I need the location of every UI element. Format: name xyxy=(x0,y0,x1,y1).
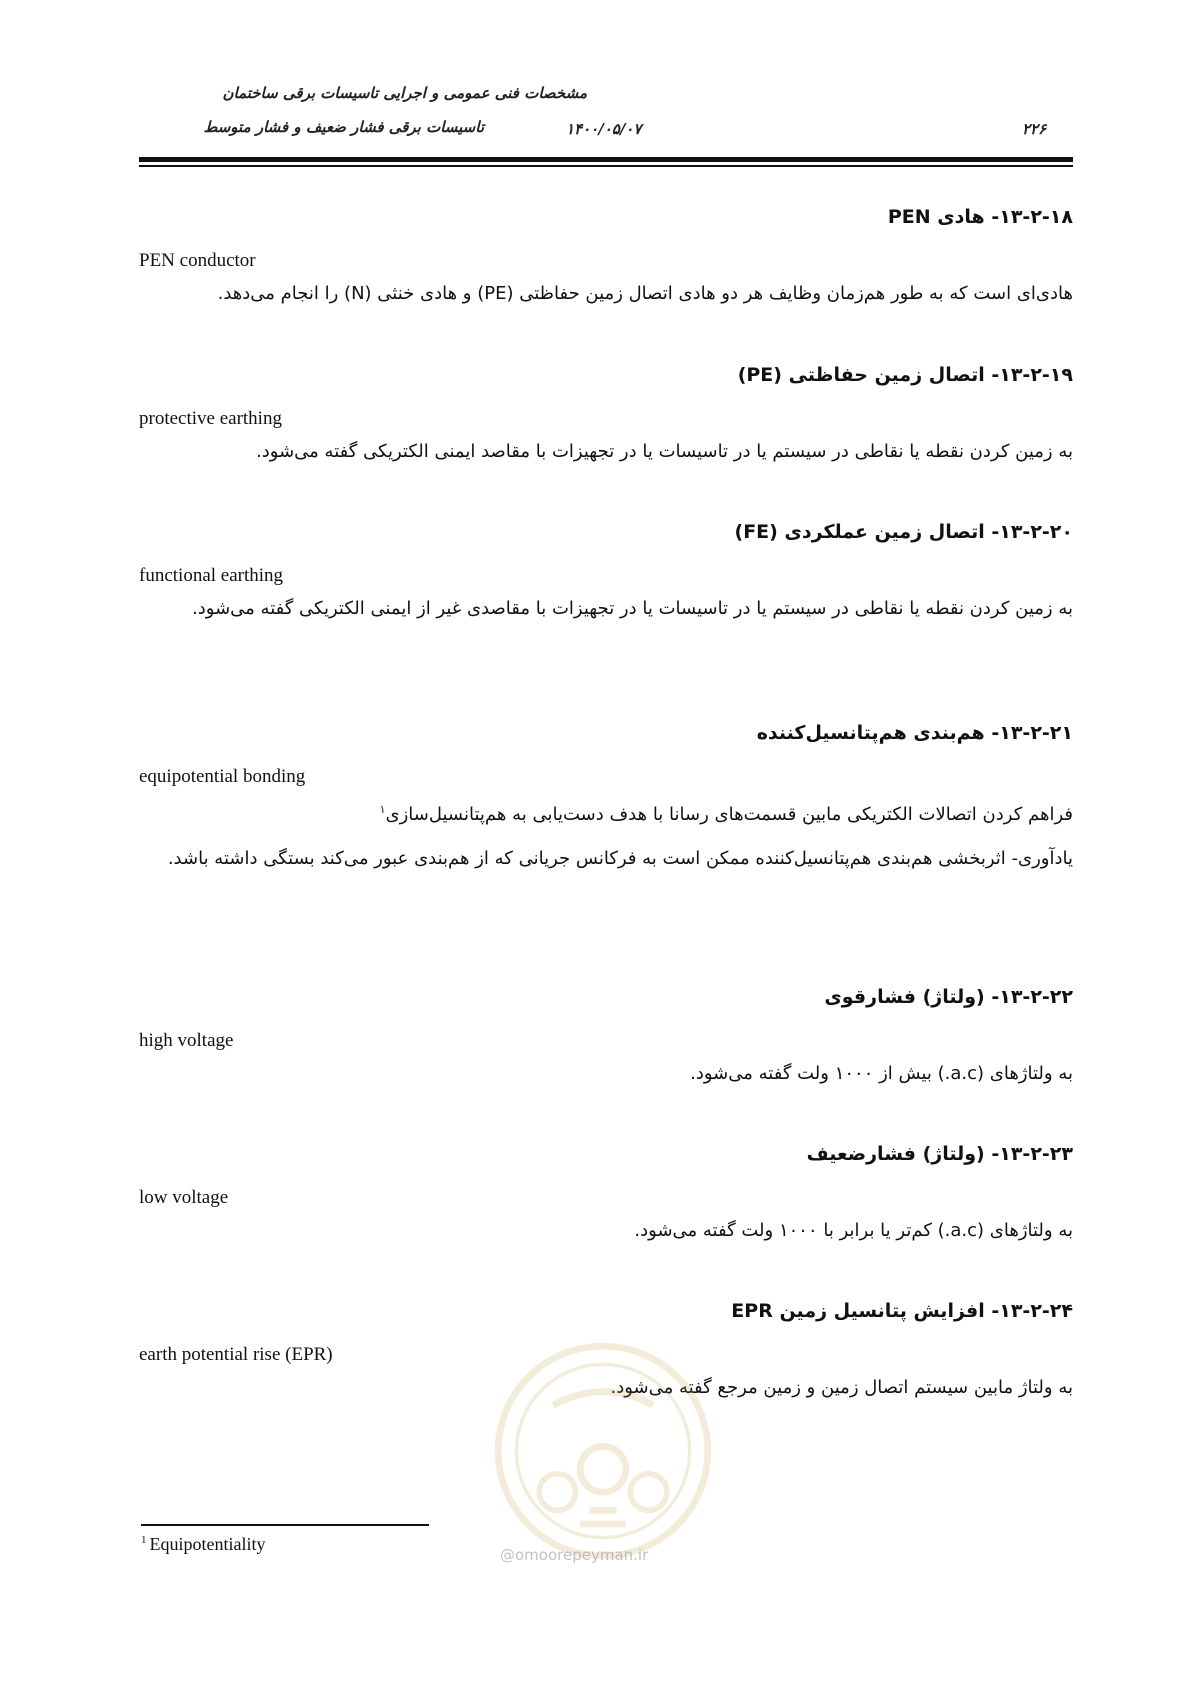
section-english-term: functional earthing xyxy=(139,565,284,586)
section-english-term: PEN conductor xyxy=(139,250,256,271)
section-english-term: high voltage xyxy=(139,1030,234,1051)
header-title: مشخصات فنی عمومی و اجرایی تاسیسات برقی ساختمان xyxy=(222,84,587,102)
footnote-text: Equipotentiality xyxy=(149,1534,266,1554)
section-heading: ۱۳-۲-۲۴- افزایش پتانسیل زمین EPR xyxy=(731,1300,1073,1322)
section-heading: ۱۳-۲-۱۹- اتصال زمین حفاظتی (PE) xyxy=(737,364,1073,386)
section-heading: ۱۳-۲-۱۸- هادی PEN xyxy=(887,206,1073,228)
footnote xyxy=(141,1534,265,1555)
section-low-voltage xyxy=(139,1143,1073,1253)
page-number: ۲۲۶ xyxy=(1022,120,1047,138)
section-paragraph: به زمین کردن نقطه یا نقاطی در سیستم یا در تاسیسات یا در تجهیزات با مقاصدی غیر از ایمنی الکتریکی گفته می‌شود. xyxy=(192,598,1073,619)
watermark-text: @omoorepeyman.ir xyxy=(500,1546,649,1564)
header-subtitle: تاسیسات برقی فشار ضعیف و فشار متوسط xyxy=(203,118,484,136)
section-paragraph: به ولتاژهای (a.c.) بیش از ۱۰۰۰ ولت گفته می‌شود. xyxy=(690,1063,1073,1084)
header-rule-thick xyxy=(139,157,1073,162)
section-note: یادآوری- اثربخشی هم‌بندی هم‌پتانسیل‌کننده ممکن است به فرکانس جریانی که از هم‌بندی عبور می‌کند بستگی داشته باشد. xyxy=(167,848,1073,869)
section-english-term: equipotential bonding xyxy=(139,766,306,787)
section-heading: ۱۳-۲-۲۳- (ولتاژ) فشارضعیف xyxy=(806,1143,1073,1165)
section-english-term: low voltage xyxy=(139,1187,229,1208)
section-paragraph xyxy=(139,788,1073,837)
seal-logo-icon xyxy=(489,1337,717,1565)
section-paragraph: به ولتاژ مابین سیستم اتصال زمین و زمین مرجع گفته می‌شود. xyxy=(610,1377,1073,1398)
footnote-rule xyxy=(141,1524,429,1526)
section-paragraph: به زمین کردن نقطه یا نقاطی در سیستم یا در تاسیسات یا در تجهیزات با مقاصد ایمنی الکتریکی گفته می‌شود. xyxy=(256,441,1073,462)
section-protective-earthing xyxy=(139,364,1073,474)
footnote-reference: ۱ xyxy=(379,803,386,816)
paragraph-text: فراهم کردن اتصالات الکتریکی مابین قسمت‌های رسانا با هدف دست‌یابی به هم‌پتانسیل‌سازی xyxy=(385,804,1073,825)
section-english-term: earth potential rise (EPR) xyxy=(139,1344,333,1365)
section-equipotential-bonding xyxy=(139,722,1073,881)
section-paragraph: به ولتاژهای (a.c.) کم‌تر یا برابر با ۱۰۰۰ ولت گفته می‌شود. xyxy=(634,1220,1073,1241)
header-rule-thin xyxy=(139,165,1073,167)
section-heading: ۱۳-۲-۲۲- (ولتاژ) فشارقوی xyxy=(824,986,1073,1008)
header-date: ۱۴۰۰/۰۵/۰۷ xyxy=(566,120,642,138)
section-english-term: protective earthing xyxy=(139,408,282,429)
section-paragraph: هادی‌ای است که به طور هم‌زمان وظایف هر دو هادی اتصال زمین حفاظتی (PE) و هادی خنثی (N) را انجام می‌دهد. xyxy=(217,283,1073,304)
footnote-number: 1 xyxy=(141,1534,147,1546)
section-pen-conductor xyxy=(139,206,1073,316)
section-high-voltage xyxy=(139,986,1073,1096)
section-functional-earthing xyxy=(139,521,1073,631)
section-heading: ۱۳-۲-۲۱- هم‌بندی هم‌پتانسیل‌کننده xyxy=(756,722,1073,744)
section-heading: ۱۳-۲-۲۰- اتصال زمین عملکردی (FE) xyxy=(734,521,1073,543)
